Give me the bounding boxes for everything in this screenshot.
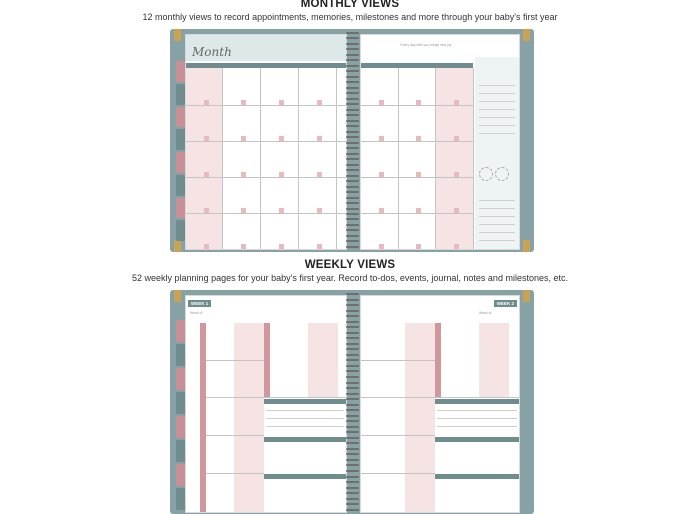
to-buy-bar xyxy=(264,399,346,404)
weekly-left-page xyxy=(185,295,347,513)
monthly-planner xyxy=(170,29,534,252)
milestones-bar xyxy=(264,474,346,479)
corner-bottom-left xyxy=(174,240,181,252)
month-heading: Month xyxy=(192,45,232,59)
spiral-binding xyxy=(345,293,359,511)
spiral-binding xyxy=(345,32,359,248)
corner-top-left xyxy=(174,29,181,41)
monthly-left-page xyxy=(185,34,347,250)
weekly-planner xyxy=(170,290,534,511)
notes-bar xyxy=(264,437,346,442)
corner-bottom-right xyxy=(523,240,530,252)
week-of-label: Week of xyxy=(190,311,203,315)
growth-circle xyxy=(479,167,493,181)
saturday-column xyxy=(435,68,473,249)
week-right-label: WEEK 2 xyxy=(494,300,517,307)
quote-text: Every day with you brings new joy xyxy=(400,43,452,47)
weekly-title: WEEKLY VIEWS xyxy=(304,259,396,271)
sunday-column xyxy=(186,68,222,249)
corner-top-right xyxy=(523,29,530,41)
weekly-subtitle: 52 weekly planning pages for your baby's first year. Record to-dos, events, journal, notes and milestones, etc. xyxy=(132,273,568,283)
monthly-subtitle: 12 monthly views to record appointments, memories, milestones and more through your baby's first year xyxy=(142,12,558,22)
corner-top-right xyxy=(523,290,530,302)
monthly-right-page xyxy=(360,34,520,250)
monthly-title: MONTHLY VIEWS xyxy=(300,0,400,10)
corner-top-left xyxy=(174,290,181,302)
week-of-label-right: Week of xyxy=(479,311,492,315)
growth-circle xyxy=(495,167,509,181)
weekly-right-page xyxy=(360,295,520,513)
week-left-label: WEEK 1 xyxy=(188,300,211,307)
